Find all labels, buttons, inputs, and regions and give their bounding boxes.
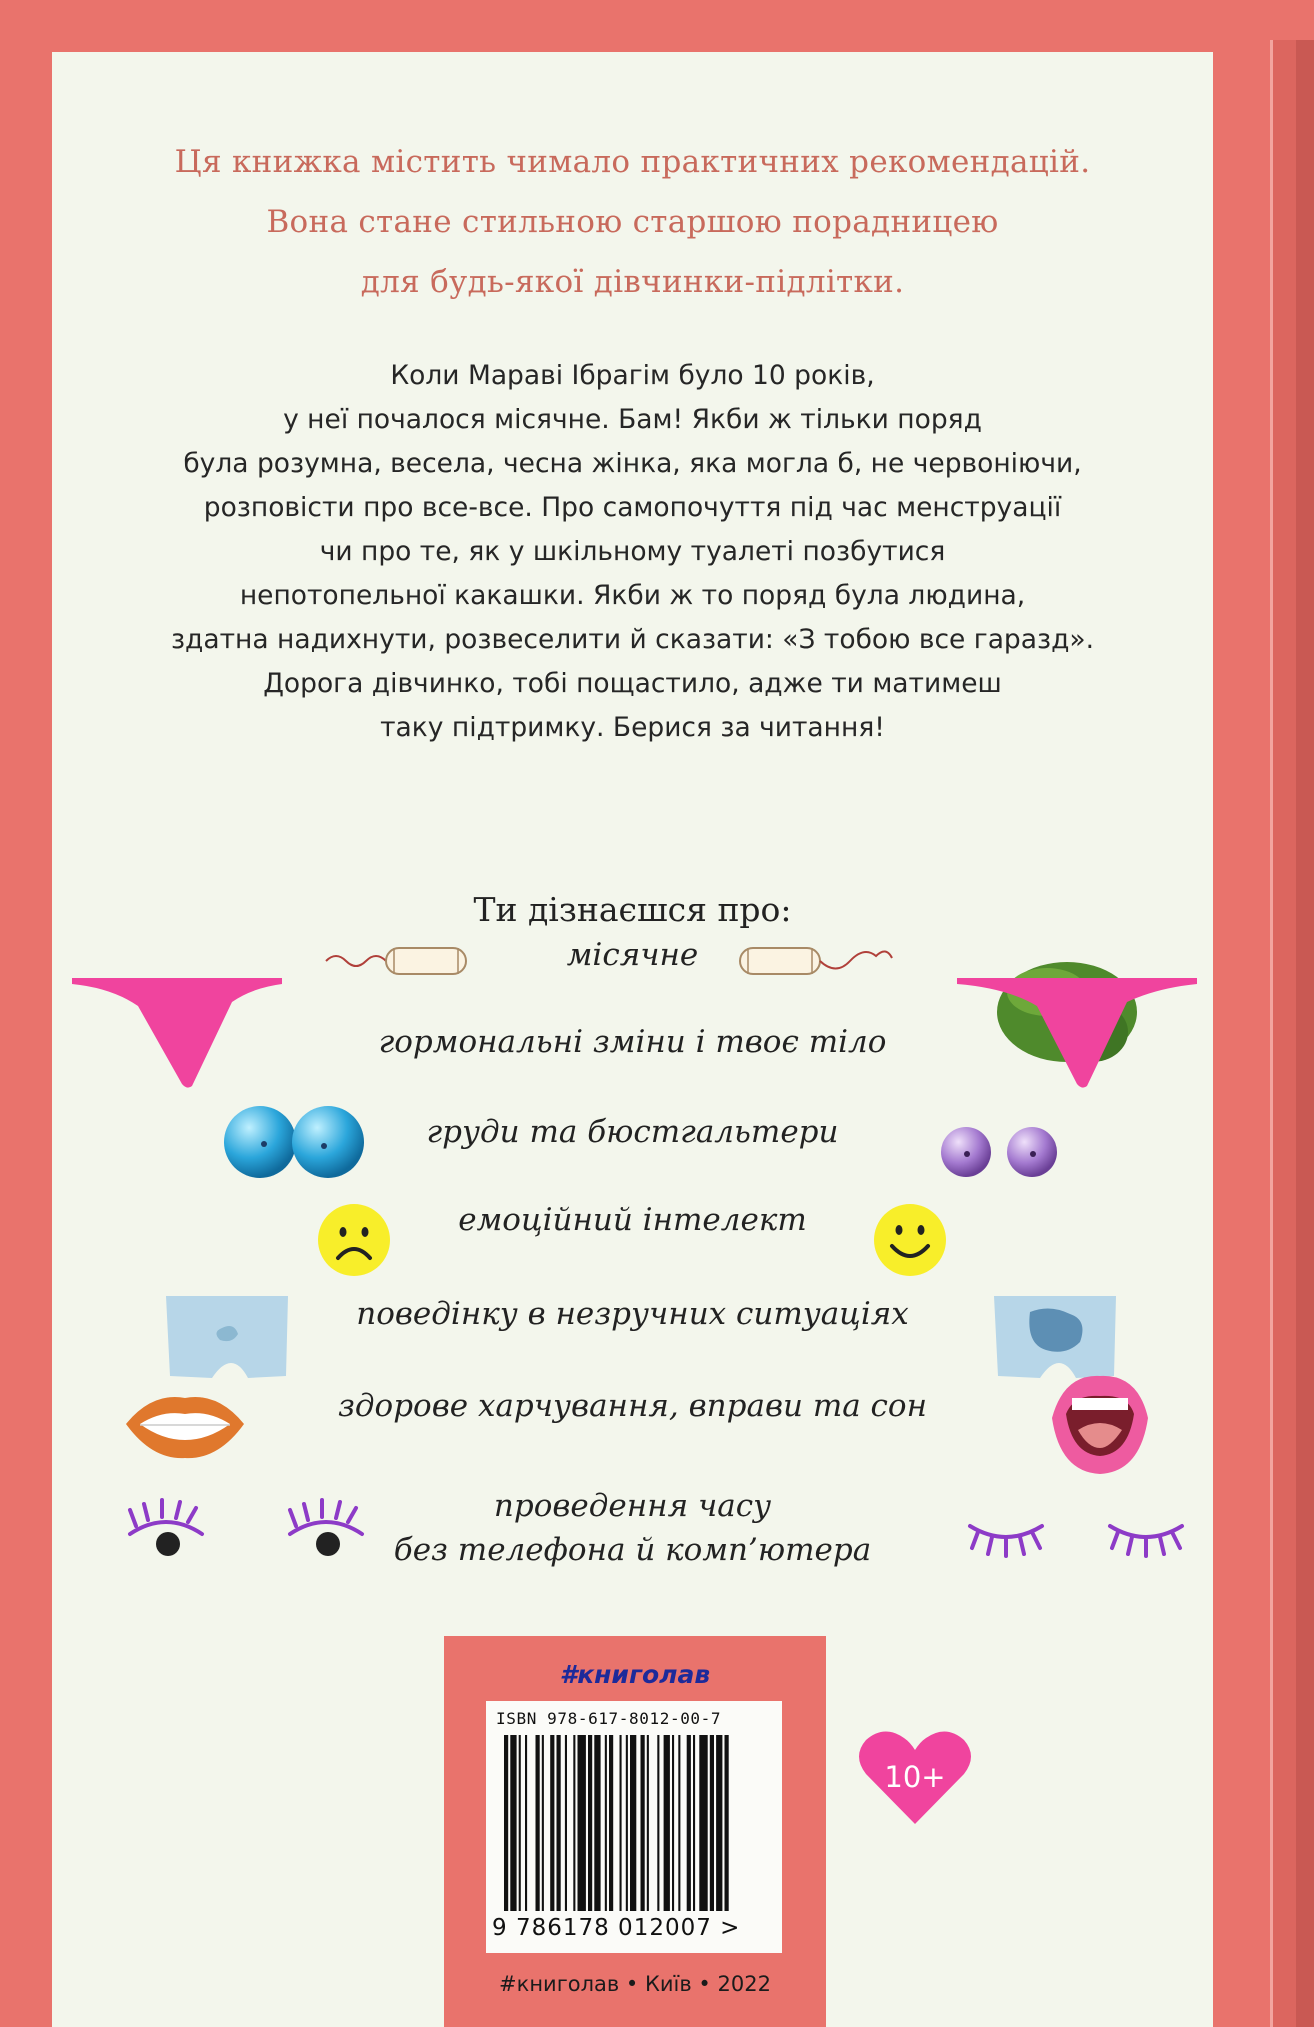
publisher-logo: #книголав [559, 1660, 711, 1689]
barcode-bar [647, 1735, 649, 1911]
barcode-bar [573, 1735, 575, 1911]
barcode-bar [620, 1735, 622, 1911]
barcode-bar [657, 1735, 659, 1911]
description [52, 354, 1213, 750]
tampon-icon [324, 936, 484, 986]
topic-health: здорове харчування, вправи та сон [337, 1388, 927, 1424]
barcode-bar [672, 1735, 674, 1911]
intro-line: для будь-якої дівчинки-підлітки. [360, 264, 905, 300]
barcode-bar [626, 1735, 628, 1911]
barcode-bar [588, 1735, 592, 1911]
learn-title: Ти дізнаєшся про: [473, 890, 792, 929]
barcode-bar [550, 1735, 554, 1911]
barcode-bar [699, 1735, 707, 1911]
barcode-bar [687, 1735, 691, 1911]
publisher-imprint: #книголав • Київ • 2022 [499, 1972, 771, 1996]
topic-screen-time-line2: без телефона й комп’ютера [393, 1532, 872, 1568]
barcode-bar [641, 1735, 645, 1911]
barcode-digits: 9 786178 012007 > [492, 1915, 741, 1941]
intro-blurb [52, 132, 1213, 312]
barcode-bar [664, 1735, 670, 1911]
topic-hormones: гормональні зміни і твоє тіло [378, 1024, 887, 1060]
intro-line: Ця книжка містить чимало практичних рекомендацій. [174, 144, 1091, 180]
mouth-icon [1044, 1368, 1154, 1480]
description-line: чи про те, як у шкільному туалеті позбутися [319, 536, 946, 567]
topic-emotional-intelligence: емоційний інтелект [458, 1202, 807, 1238]
barcode-bar [578, 1735, 586, 1911]
smile-face-icon [872, 1202, 948, 1278]
barcode-bar [557, 1735, 561, 1911]
age-rating: 10+ [884, 1760, 946, 1794]
isbn: ISBN 978-617-8012-00-7 [496, 1709, 722, 1728]
topic-breasts: груди та бюстгальтери [426, 1114, 839, 1150]
topic-screen-time: проведення часу [493, 1488, 772, 1524]
barcode-bar [510, 1735, 516, 1911]
description-line: у неї почалося місячне. Бам! Якби ж тільки поряд [283, 404, 982, 435]
barcode-bar [693, 1735, 695, 1911]
tampon-icon [736, 936, 896, 986]
description-line: таку підтримку. Берися за читання! [380, 712, 885, 743]
barcode-bar [542, 1735, 544, 1911]
barcode-bar [609, 1735, 613, 1911]
barcode-bar [716, 1735, 722, 1911]
barcode-bar [605, 1735, 607, 1911]
book-spine-edge [1296, 40, 1314, 2027]
topic-period: місячне [566, 937, 699, 973]
description-line: Коли Мараві Ібрагім було 10 років, [390, 360, 875, 391]
publisher-block [444, 1636, 826, 2027]
barcode [486, 1701, 782, 1953]
barcode-bar [525, 1735, 527, 1911]
barcode-bar [594, 1735, 600, 1911]
description-line: Дорога дівчинко, тобі пощастило, адже ти матимеш [263, 668, 1002, 699]
description-line: розповісти про все-все. Про самопочуття під час менструації [203, 492, 1062, 523]
barcode-bar [536, 1735, 540, 1911]
barcode-bar [504, 1735, 508, 1911]
intro-line: Вона стане стильною старшою порадницею [266, 204, 999, 240]
eye-lash-icon [962, 1506, 1202, 1566]
topic-awkward-situations: поведінку в незручних ситуаціях [356, 1296, 909, 1332]
barcode-bar [710, 1735, 714, 1911]
barcode-bar [519, 1735, 521, 1911]
ball-icon [940, 1122, 1060, 1182]
barcode-bars [504, 1735, 766, 1911]
barcode-bar [725, 1735, 729, 1911]
description-line: здатна надихнути, розвеселити й сказати: «З тобою все гаразд». [170, 624, 1095, 655]
barcode-bar [630, 1735, 636, 1911]
description-line: була розумна, весела, чесна жінка, яка могла б, не червоніючи, [183, 448, 1082, 479]
description-line: непотопельної какашки. Якби ж то поряд була людина, [239, 580, 1026, 611]
barcode-bar [678, 1735, 680, 1911]
barcode-bar [565, 1735, 567, 1911]
